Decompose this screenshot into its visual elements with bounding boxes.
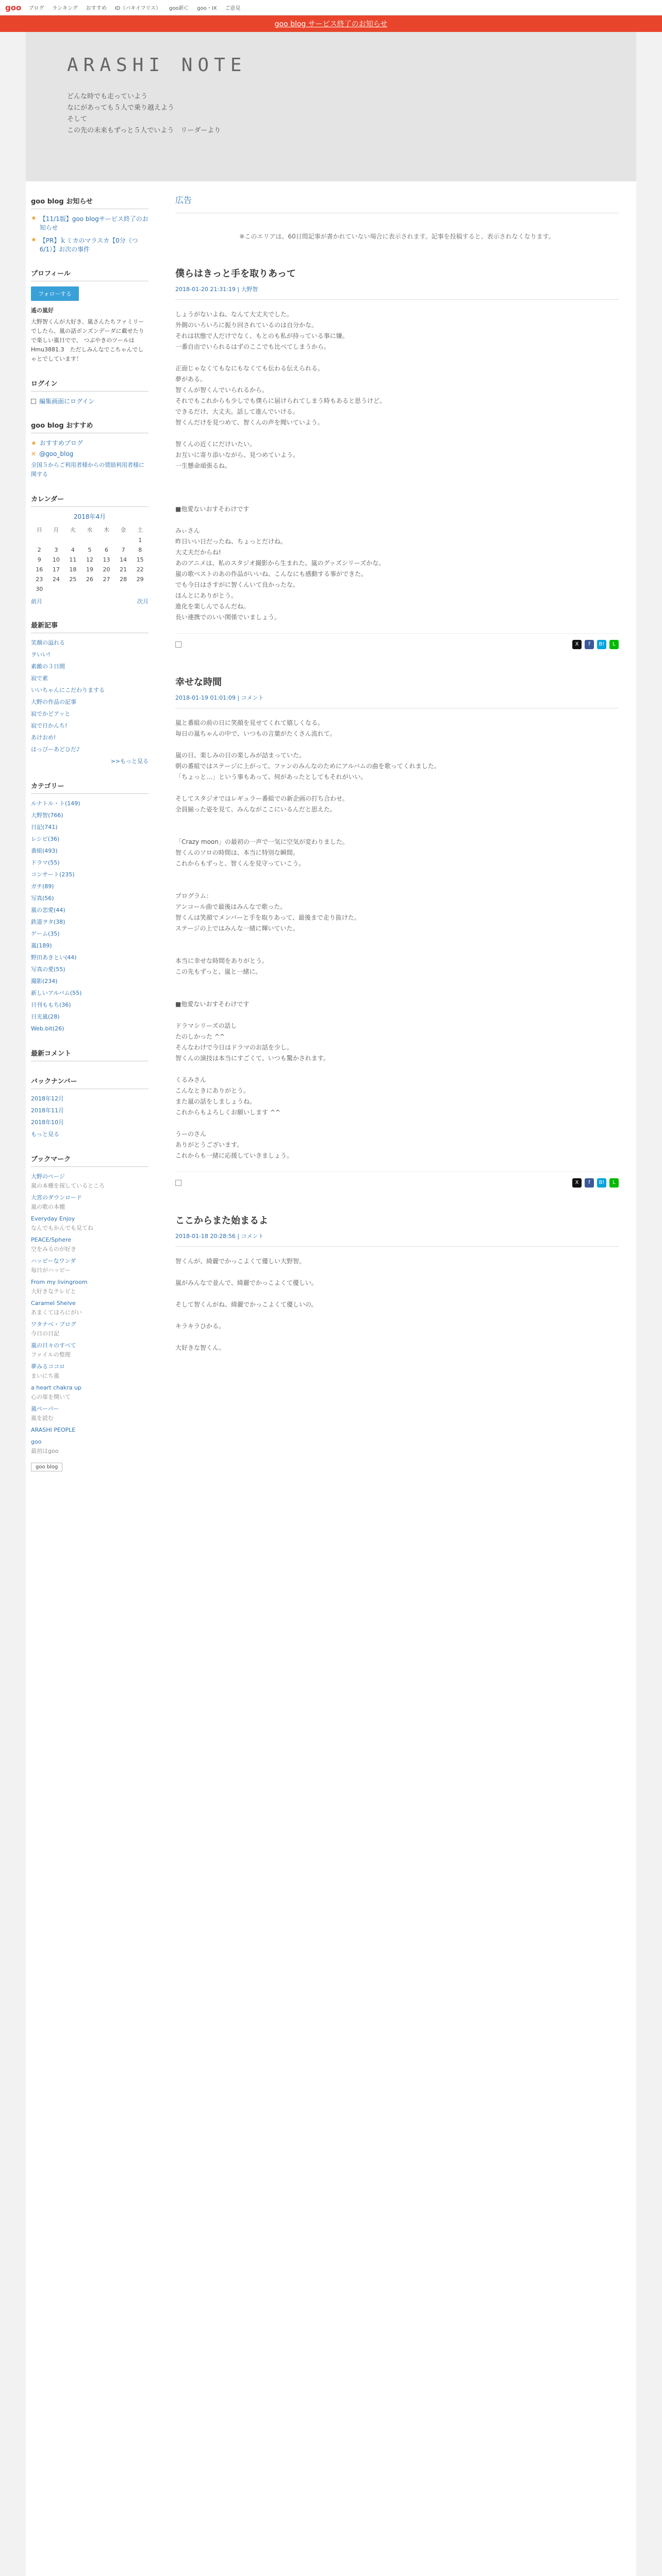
- category-link[interactable]: レシピ(36): [31, 836, 60, 842]
- calendar-day: [115, 535, 132, 545]
- list-item[interactable]: [31, 989, 148, 998]
- profile-title: プロフィール: [31, 268, 148, 281]
- list-item[interactable]: [31, 977, 148, 986]
- list-item[interactable]: [31, 799, 148, 808]
- bookmark-link[interactable]: Everyday Enjoy: [31, 1215, 75, 1222]
- list-item[interactable]: [31, 1426, 148, 1435]
- list-item[interactable]: [31, 1172, 148, 1191]
- recent-post-link[interactable]: いいちゃんにこだわりまする: [31, 687, 105, 693]
- calendar-day: [98, 535, 115, 545]
- calendar-day: 27: [103, 576, 110, 583]
- image-placeholder-icon: [175, 1180, 181, 1186]
- calendar-nav: [31, 597, 148, 605]
- blog-title[interactable]: ARASHI NOTE: [67, 55, 247, 76]
- weekday: 土: [137, 527, 143, 533]
- list-item[interactable]: [31, 1341, 148, 1360]
- global-nav-link[interactable]: おすすめ: [86, 6, 107, 11]
- notice-item[interactable]: [31, 236, 148, 253]
- bookmark-list: [31, 1172, 148, 1456]
- list-item[interactable]: [31, 823, 148, 832]
- list-item[interactable]: [31, 674, 148, 683]
- list-item[interactable]: [31, 929, 148, 939]
- blog-post: [175, 1213, 619, 1353]
- recent-post-link[interactable]: ヲいい!: [31, 651, 51, 658]
- blog-wrapper: [26, 32, 636, 2576]
- bookmark-link[interactable]: ARASHI PEOPLE: [31, 1427, 76, 1433]
- divider: [175, 1246, 619, 1247]
- recommend-title: goo blog おすすめ: [31, 420, 148, 433]
- recommend-link[interactable]: @goo_blog: [39, 450, 74, 457]
- global-nav-link[interactable]: ご意見: [225, 6, 241, 11]
- divider: [175, 299, 619, 300]
- category-link[interactable]: ドラマ(55): [31, 859, 60, 866]
- image-placeholder-icon: [175, 641, 181, 648]
- list-item[interactable]: [31, 698, 148, 707]
- calendar-day: 16: [36, 566, 43, 573]
- category-list: [31, 799, 148, 1033]
- profile-text: 大野智くんが大好き、嵐さんたちファミリーでしたら、嵐の話ボンズンデーダに載せたりで楽しい嵐日でで、 つぶやきのツールは Hmu3881.3 ただしみんなでこちゃんでしゃとでしています！: [31, 318, 144, 362]
- backnumber-link[interactable]: 2018年12月: [31, 1095, 64, 1102]
- blog-header: [26, 32, 636, 181]
- list-item[interactable]: [31, 1320, 148, 1338]
- x-share-icon[interactable]: X: [572, 1178, 582, 1188]
- calendar-day: [131, 584, 148, 594]
- hatena-share-icon[interactable]: B!: [597, 1178, 606, 1188]
- global-nav-link[interactable]: ID（バキイフリス）: [114, 6, 161, 11]
- recent-post-link[interactable]: 大野の作品の記事: [31, 699, 76, 705]
- calendar-day: 22: [136, 566, 144, 573]
- global-header: [0, 0, 662, 15]
- list-item[interactable]: [31, 882, 148, 891]
- calendar-day: 5: [88, 547, 92, 553]
- calendar-day: [48, 584, 65, 594]
- list-item[interactable]: [31, 870, 148, 879]
- post-title[interactable]: 僕らはきっと手を取りあって: [175, 268, 296, 279]
- calendar-day: 8: [138, 547, 142, 553]
- calendar-month[interactable]: 2018年4月: [73, 513, 106, 520]
- category-link[interactable]: 番組(493): [31, 848, 58, 854]
- calendar-day: [98, 584, 115, 594]
- profile-block: [31, 268, 148, 364]
- list-item[interactable]: [31, 1193, 148, 1212]
- list-item[interactable]: [31, 709, 148, 719]
- list-item[interactable]: [31, 745, 148, 754]
- sidebar: [26, 181, 155, 1471]
- calendar-day: 17: [52, 566, 60, 573]
- star-icon: ★: [31, 439, 37, 447]
- list-item[interactable]: [31, 941, 148, 951]
- bookmark-desc: なんでもかんでも見てね: [31, 1225, 93, 1231]
- ad-label: 広告: [175, 195, 192, 205]
- list-item[interactable]: [31, 1257, 148, 1275]
- bookmark-link[interactable]: PEACE/Sphere: [31, 1236, 72, 1243]
- calendar-day: 19: [86, 566, 93, 573]
- service-notice-bar: [0, 15, 662, 32]
- calendar-day: [48, 535, 65, 545]
- facebook-share-icon[interactable]: f: [585, 640, 594, 649]
- login-link[interactable]: 編集画面にログイン: [39, 398, 95, 405]
- hatena-share-icon[interactable]: B!: [597, 640, 606, 649]
- bookmark-desc: 嵐の本棚を探しているところ: [31, 1182, 105, 1189]
- list-item[interactable]: [31, 835, 148, 844]
- calendar-day: 7: [121, 547, 125, 553]
- category-link[interactable]: ガチ(89): [31, 883, 54, 890]
- list-item[interactable]: [31, 1299, 148, 1317]
- bookmark-desc: あまくてほろにがい: [31, 1309, 82, 1316]
- backnumber-block: [31, 1076, 148, 1139]
- list-item[interactable]: [31, 1278, 148, 1296]
- goo-logo[interactable]: goo: [5, 3, 22, 12]
- follow-button[interactable]: フォローする: [31, 286, 79, 301]
- profile-name: 遙の嵐好: [31, 307, 54, 314]
- recent-more-link[interactable]: >>もっと見る: [110, 758, 148, 765]
- recent-post-link[interactable]: 寂でかどアッと: [31, 710, 71, 717]
- list-item[interactable]: [31, 662, 148, 671]
- goo-blog-badge[interactable]: goo blog: [31, 1463, 62, 1471]
- login-row[interactable]: [31, 397, 148, 405]
- calendar-day: 3: [54, 547, 58, 553]
- calendar-day: 20: [103, 566, 110, 573]
- category-link[interactable]: ルナトル・ト(149): [31, 800, 80, 807]
- category-link[interactable]: 新しいアルバム(55): [31, 990, 82, 996]
- list-item[interactable]: [31, 1437, 148, 1456]
- list-item[interactable]: [31, 686, 148, 695]
- calendar-day: [81, 535, 98, 545]
- bookmark-desc: 嵐を読む: [31, 1415, 54, 1421]
- recent-post-link[interactable]: 寂で日かんち!: [31, 722, 68, 729]
- list-item[interactable]: [31, 858, 148, 868]
- login-block: [31, 378, 148, 405]
- list-item[interactable]: [31, 1118, 148, 1127]
- list-item[interactable]: [31, 953, 148, 962]
- notice-title: goo blog お知らせ: [31, 196, 148, 209]
- calendar-day: 12: [86, 556, 93, 563]
- bookmark-title: ブックマーク: [31, 1154, 148, 1167]
- x-share-icon[interactable]: X: [572, 640, 582, 649]
- recent-post-link[interactable]: 素敵の３日間: [31, 663, 65, 670]
- bookmark-desc: 最初はgoo: [31, 1448, 59, 1454]
- category-link[interactable]: 嵐の恋愛(44): [31, 907, 65, 913]
- bell-icon: ★: [31, 214, 37, 222]
- calendar-day: 1: [138, 537, 142, 544]
- notice-block: [31, 196, 148, 253]
- backnumber-link[interactable]: 2018年10月: [31, 1119, 64, 1126]
- post-meta[interactable]: 2018-01-20 21:31:19 | 大野智: [175, 286, 258, 293]
- calendar-day: 29: [136, 576, 144, 583]
- list-item[interactable]: [31, 1404, 148, 1423]
- bookmark-desc: ファイルの整理: [31, 1351, 71, 1358]
- notice-link[interactable]: 【11/1版】goo blogサービス終了のお知らせ: [39, 215, 148, 231]
- calendar-day: 21: [120, 566, 127, 573]
- bookmark-desc: 空をみるのが好き: [31, 1246, 76, 1252]
- list-item[interactable]: [31, 846, 148, 856]
- share-buttons: [572, 1178, 619, 1188]
- calendar-day: 26: [86, 576, 93, 583]
- list-item[interactable]: [31, 1383, 148, 1402]
- calendar-day: 13: [103, 556, 110, 563]
- recent-post-link[interactable]: あけおめ!: [31, 734, 56, 741]
- calendar-table: [31, 524, 148, 594]
- category-link[interactable]: 日光嵐(28): [31, 1013, 60, 1020]
- list-item[interactable]: [31, 1235, 148, 1254]
- category-block: [31, 781, 148, 1033]
- calendar-day: [31, 535, 48, 545]
- line-share-icon[interactable]: L: [609, 640, 619, 649]
- category-title: カテゴリー: [31, 781, 148, 794]
- calendar-next-link[interactable]: 次月: [137, 598, 148, 605]
- edit-icon: [31, 399, 36, 404]
- category-link[interactable]: Web.bit(26): [31, 1025, 64, 1032]
- bookmark-link[interactable]: From my livingroom: [31, 1279, 88, 1285]
- list-item[interactable]: [31, 811, 148, 820]
- post-body: 嵐と番組の前の日に笑顔を見せてくれて嬉しくなる。 毎日の嵐ちゃんの中で、いつもの言葉がたくさん流れて。 嵐の日、楽しみの日の楽しみが詰まっていた。 朝の番組ではステージに上がって、ファンのみんなのためにアルバムの曲を歌ってくれました。 「ちょっと…」という事もあって、何があったとしてもそれがいい。 そしてスタジオではレギュラー番組での新企画の打ち合わせ。 全員揃った姿を見て、みんながここにいるんだと思えた。 「Crazy moon」の最初の一声で一気に空気が変わりました。 智くんのソロの時間は、本当に特別な瞬間。 これからもずっと、智くんを見守っていこう。 プログラム： アンコール曲で最後はみんなで歌った。 智くんは笑顔でメンバーと手を取りあって、最後まで走り抜けた。 ステージの上ではみんな一緒に輝いていた。 本当に幸せな時間をありがとう。 この先もずっと、嵐と一緒に。 ■他愛ないおすそわけです ドラマシリーズの話し たのしかった ^^ そんなわけで今日はドラマのお話を少し。 智くんの演技は本当にすごくて、いつも驚かされます。 くるみさん こんなときにありがとう。 また嵐の話をしましょうね。 これからもよろしくお願いします ^^ うーのさん ありがとうございます。 これからも一緒に応援していきましょう。: [175, 719, 440, 1159]
- bookmark-link[interactable]: Caramel Shelve: [31, 1300, 76, 1307]
- post-meta[interactable]: 2018-01-19 01:01:09 | コメント: [175, 694, 264, 701]
- list-item[interactable]: [31, 1012, 148, 1022]
- login-title: ログイン: [31, 378, 148, 392]
- post-title[interactable]: 幸せな時間: [175, 677, 222, 688]
- calendar-day: 25: [69, 576, 77, 583]
- backnumber-list: [31, 1094, 148, 1127]
- list-item[interactable]: [31, 965, 148, 974]
- backnumber-link[interactable]: 2018年11月: [31, 1107, 64, 1114]
- global-nav-link[interactable]: goo新Ｃ: [169, 6, 189, 11]
- category-link[interactable]: 写真の愛(55): [31, 966, 65, 973]
- calendar-day: 15: [136, 556, 144, 563]
- calendar-day: 28: [120, 576, 127, 583]
- global-nav-link[interactable]: ランキング: [52, 6, 78, 11]
- bookmark-link[interactable]: ハッピーなワンダ: [31, 1258, 76, 1264]
- post-body: 智くんが、綺麗でかっこよくて優しい大野智。 嵐がみんなで並んで、綺麗でかっこよくて優しい。 そして智くんがね、綺麗でかっこよくて優しいの。 キラキラひかる。 大好きな智くん。: [175, 1258, 318, 1351]
- bell-icon: ★: [31, 236, 37, 243]
- post-footer: [175, 633, 619, 649]
- list-item[interactable]: [31, 906, 148, 915]
- calendar-title: カレンダー: [31, 494, 148, 507]
- bookmark-link[interactable]: 大宮のダウンロード: [31, 1194, 82, 1201]
- category-link[interactable]: 嵐(189): [31, 942, 52, 949]
- bookmark-link[interactable]: ワタナベ・ブログ: [31, 1321, 76, 1328]
- bookmark-link[interactable]: 夢みるココロ: [31, 1363, 65, 1370]
- global-nav: [28, 4, 246, 11]
- category-link[interactable]: 撮影(234): [31, 978, 58, 985]
- bookmark-link[interactable]: goo: [31, 1438, 42, 1445]
- bookmark-link[interactable]: 嵐の日々のすべて: [31, 1342, 76, 1349]
- weekday: 火: [70, 527, 76, 533]
- weekday: 木: [104, 527, 110, 533]
- list-item[interactable]: [31, 1024, 148, 1033]
- recent-comments-title: 最新コメント: [31, 1048, 148, 1061]
- global-nav-link[interactable]: goo・IX: [197, 6, 217, 11]
- blog-post: [175, 266, 619, 649]
- calendar-day: 6: [105, 547, 109, 553]
- blog-description: どんな時でも走っていよう なにがあっても５人で乗り越えよう そして この先の未来もずっと５人でいよう リーダーより: [67, 93, 221, 134]
- weekday: 金: [120, 527, 126, 533]
- calendar-day: 9: [37, 556, 41, 563]
- post-meta[interactable]: 2018-01-18 20:28:56 | コメント: [175, 1233, 264, 1240]
- post-footer: [175, 1172, 619, 1188]
- calendar-day: [64, 535, 81, 545]
- bookmark-desc: 大好きなテレビと: [31, 1288, 76, 1295]
- list-item[interactable]: [31, 650, 148, 659]
- calendar-day: 4: [71, 547, 75, 553]
- calendar-day: 24: [52, 576, 60, 583]
- bookmark-desc: 毎日がハッピー: [31, 1267, 71, 1274]
- post-title[interactable]: ここからまた始まるよ: [175, 1215, 268, 1226]
- weekday: 水: [87, 527, 93, 533]
- category-link[interactable]: 大野智(766): [31, 812, 63, 819]
- category-link[interactable]: 日記(741): [31, 824, 58, 831]
- bookmark-desc: 今日の日記: [31, 1330, 59, 1337]
- recent-post-link[interactable]: はっぴーあどひだ♪: [31, 746, 80, 753]
- calendar-day: [115, 584, 132, 594]
- recommend-note-link[interactable]: 全国５からご利用者様からの奨励利用者様に関する: [31, 462, 144, 478]
- calendar-block: [31, 494, 148, 605]
- backnumber-title: バックナンバー: [31, 1076, 148, 1089]
- main-content: [175, 181, 619, 1353]
- bookmark-desc: まいにち嵐: [31, 1372, 59, 1379]
- service-notice-link[interactable]: goo blog サービス終了のお知らせ: [274, 20, 388, 28]
- bookmark-block: [31, 1154, 148, 1471]
- blog-post: [175, 675, 619, 1188]
- list-item[interactable]: [31, 894, 148, 903]
- category-link[interactable]: 日刊ももち(36): [31, 1002, 71, 1008]
- calendar-day: 30: [36, 586, 43, 592]
- category-link[interactable]: ゲーム(35): [31, 930, 60, 937]
- category-link[interactable]: コンサート(235): [31, 871, 75, 878]
- facebook-share-icon[interactable]: f: [585, 1178, 594, 1188]
- list-item[interactable]: [31, 733, 148, 742]
- category-link[interactable]: 写真(56): [31, 895, 54, 902]
- calendar-day: 18: [69, 566, 77, 573]
- calendar-day: 10: [52, 556, 60, 563]
- list-item[interactable]: [31, 918, 148, 927]
- recent-posts-block: [31, 620, 148, 766]
- ad-note: ※このエリアは、60日間記事が書かれていない場合に表示されます。記事を投稿すると、表示されなくなります。: [239, 233, 555, 240]
- recent-post-link[interactable]: 寂で素: [31, 675, 48, 682]
- recent-posts-list: [31, 638, 148, 754]
- bookmark-link[interactable]: 大野のページ: [31, 1173, 65, 1180]
- weekday: 月: [53, 527, 59, 533]
- calendar-day: 11: [69, 556, 77, 563]
- list-item[interactable]: [31, 1362, 148, 1381]
- category-link[interactable]: 鉄道ヲタ(38): [31, 919, 65, 925]
- calendar-day: 14: [120, 556, 127, 563]
- notice-item[interactable]: [31, 214, 148, 232]
- calendar-day: [81, 584, 98, 594]
- recommend-row[interactable]: [31, 438, 148, 447]
- x-icon: ✕: [31, 450, 37, 457]
- bookmark-link[interactable]: a heart chakra up: [31, 1384, 81, 1391]
- recent-comments-block: [31, 1048, 148, 1061]
- calendar-day: 2: [37, 547, 41, 553]
- list-item[interactable]: [31, 1214, 148, 1233]
- list-item[interactable]: [31, 638, 148, 648]
- global-nav-link[interactable]: ブログ: [28, 6, 44, 11]
- recent-post-link[interactable]: 笑顔の溢れる: [31, 639, 65, 646]
- backnumber-more-link[interactable]: もっと見る: [31, 1131, 59, 1138]
- share-buttons: [572, 640, 619, 649]
- list-item[interactable]: [31, 721, 148, 731]
- calendar-day: 23: [36, 576, 43, 583]
- post-body: しょうがないよね、なんて大丈夫でした。 外側のいろいろに振り回されているのは自分かな。 それは状態で人だけでなく、もとのも私が持っている事に嫌。 一番自由でいられるはずのここでも比べてしまうから。 正面じゃなくてもなにもなくても伝わる伝えられる。 夢がある。 智くんが智くんでいられるから。 それでもこれからも少しでも僕らに届けられてしまう時もあると思うけど。 できるだけ、大丈夫。話して進んでいける。 智くんだけを見つめて、智くんの声を聞いていよう。 智くんの近くにだけいたい。 お互いに寄り添いながら、見つめていよう。 一生懸命頑張るね。 ■他愛ないおすそわけです みぃさん 昨日いい日だったね、ちょっとだけね。 大丈夫だからね! あのアニメは、私のスタジオ撮影から生まれた。嵐のグッズシリーズかな。 嵐の歌ベストのあの作品がいいね、こんなにも感動する事ができた。 でも今日はさすがに智くんいて良かったな。 ほんとにありがとう。 進化を楽しんでるんだね。 長い連携でのいい関係でいましょう。: [175, 311, 386, 621]
- calendar-day: [64, 584, 81, 594]
- list-item[interactable]: [31, 1001, 148, 1010]
- notice-link[interactable]: 【PR】ｋミカのマラスカ【0分（つ6/1）】お次の事件: [39, 237, 138, 253]
- line-share-icon[interactable]: L: [609, 1178, 619, 1188]
- list-item[interactable]: [31, 1094, 148, 1104]
- bookmark-desc: 心の扉を開いて: [31, 1394, 71, 1400]
- recommend-link[interactable]: おすすめブログ: [39, 439, 83, 447]
- bookmark-link[interactable]: 嵐ペーパー: [31, 1405, 59, 1412]
- category-link[interactable]: 野田あきとい(44): [31, 954, 77, 961]
- bookmark-desc: 嵐の歌の本棚: [31, 1204, 65, 1210]
- recent-posts-title: 最新記事: [31, 620, 148, 633]
- recommend-block: [31, 420, 148, 479]
- calendar-prev-link[interactable]: 前月: [31, 598, 42, 605]
- recommend-row[interactable]: [31, 450, 148, 457]
- list-item[interactable]: [31, 1106, 148, 1115]
- weekday: 日: [36, 527, 42, 533]
